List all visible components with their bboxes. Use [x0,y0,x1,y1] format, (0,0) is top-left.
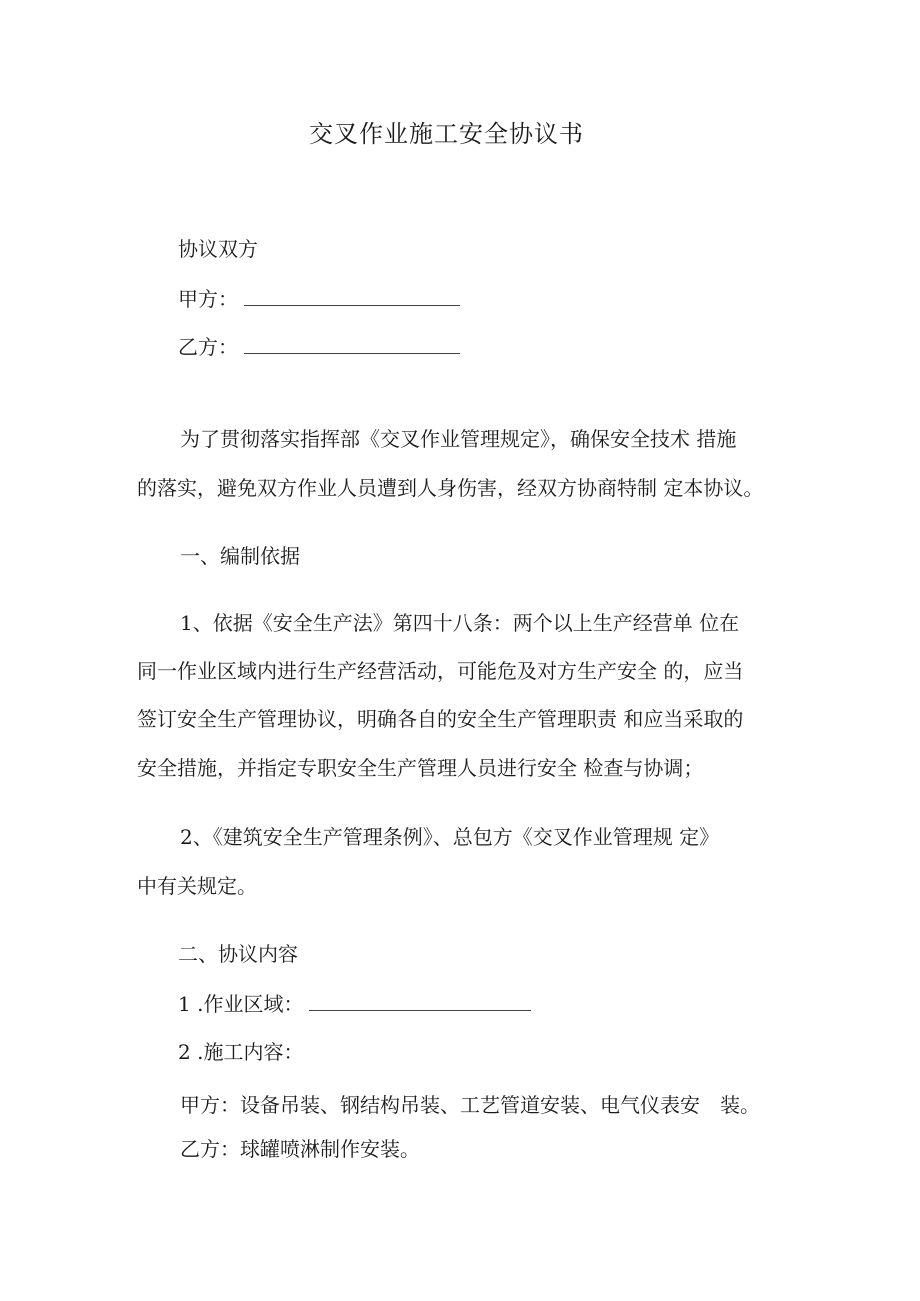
intro-line-1: 为了贯彻落实指挥部《交叉作业管理规定》，确保安全技术 措施 [180,427,737,451]
work-content-label: 2 .施工内容： [178,1040,304,1064]
section1-heading: 一、编制依据 [180,544,300,568]
work-area-line [178,990,531,1018]
section1-item1-line3: 签订安全生产管理协议，明确各自的安全生产管理职责 和应当采取的 [137,707,744,731]
party-a-blank [244,287,460,306]
party-a-label: 甲方： [178,287,238,311]
work-area-blank [309,992,531,1011]
intro-line-2: 的落实，避免双方作业人员遭到人身伤害，经双方协商特制 定本协议。 [137,476,764,500]
section1-item1-line4: 安全措施，并指定专职安全生产管理人员进行安全 检查与协调； [137,756,704,780]
section2-heading: 二、协议内容 [178,942,298,966]
document-title: 交叉作业施工安全协议书 [309,120,584,148]
party-b-line [178,333,460,361]
party-b-scope: 乙方：球罐喷淋制作安装。 [180,1137,420,1161]
section1-item2-line2: 中有关规定。 [137,874,257,898]
section1-item2-line1: 2、《建筑安全生产管理条例》、总包方《交叉作业管理规 定》 [180,825,720,849]
party-b-blank [244,335,460,354]
party-a-scope: 甲方：设备吊装、钢结构吊装、工艺管道安装、电气仪表安 装。 [180,1093,760,1117]
section1-item1-line1: 1、依据《安全生产法》第四十八条：两个以上生产经营单 位在 [180,611,740,635]
section1-item1-line2: 同一作业区域内进行生产经营活动，可能危及对方生产安全 的，应当 [137,659,744,683]
party-b-label: 乙方： [178,335,238,359]
parties-heading: 协议双方 [178,237,258,261]
work-area-label: 1 .作业区域： [178,992,304,1016]
party-a-line [178,285,460,313]
